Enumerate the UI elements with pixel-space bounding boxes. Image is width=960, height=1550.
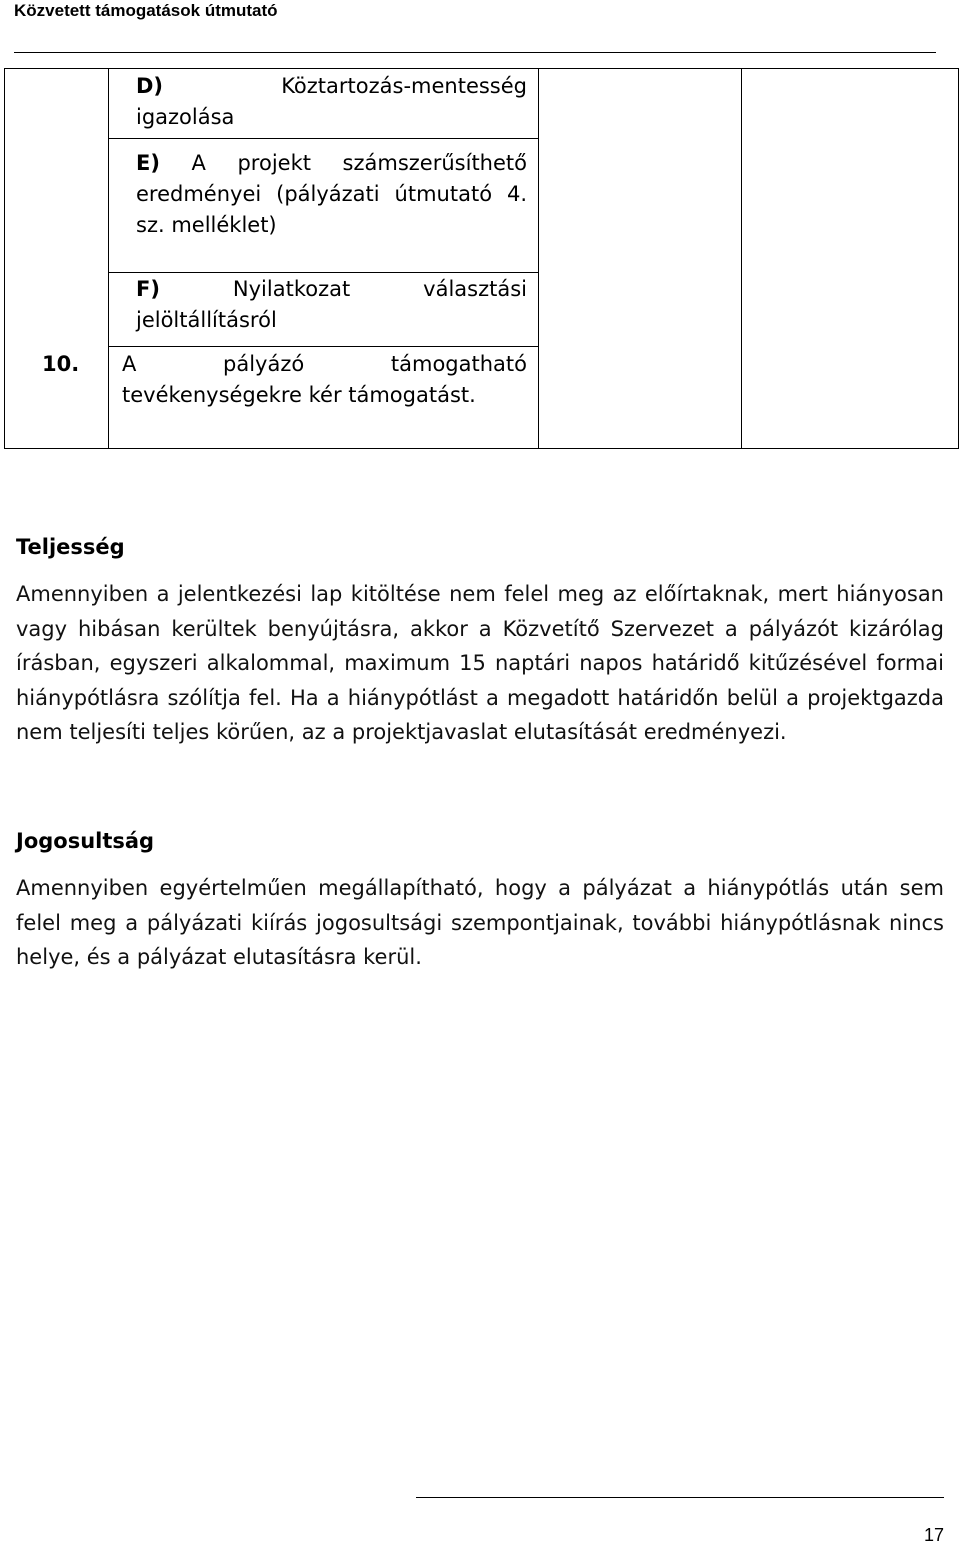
document-header-title: Közvetett támogatások útmutató <box>14 1 278 20</box>
item-text: A projekt számszerűsíthető eredményei (pályázati útmutató 4. sz. melléklet) <box>136 151 527 237</box>
item-label: F) <box>136 277 160 301</box>
row-number: 10. <box>42 352 80 376</box>
table-item-f <box>136 274 527 336</box>
section-body-jogosultsag: Amennyiben egyértelműen megállapítható, hogy a pályázat a hiánypótlás után sem felel meg a pályázati kiírás jogosultsági szempontjainak, további hiánypótlásnak nincs helye, és a pályázat elutasításra kerül. <box>16 876 944 969</box>
item-label: D) <box>136 74 164 98</box>
table-column-divider <box>108 68 109 449</box>
table-row-divider <box>108 138 539 139</box>
footer-divider <box>416 1497 944 1498</box>
section-heading-jogosultsag: Jogosultság <box>16 829 155 853</box>
table-item-e <box>136 148 527 241</box>
header-divider <box>14 52 936 53</box>
table-row-divider <box>108 346 539 347</box>
row-text: A pályázó támogatható tevékenységekre kér támogatást. <box>122 352 527 407</box>
page-number: 17 <box>923 1525 944 1545</box>
item-text: Köztartozás-mentesség igazolása <box>136 74 527 129</box>
table-column-divider <box>538 68 539 449</box>
table-item-d <box>136 71 527 133</box>
table-column-divider <box>741 68 742 449</box>
item-text: Nyilatkozat választási jelöltállításról <box>136 277 527 332</box>
item-label: E) <box>136 151 160 175</box>
section-body-teljesseg: Amennyiben a jelentkezési lap kitöltése nem felel meg az előírtaknak, mert hiányosan vagy hibásan kerültek benyújtásra, akkor a Közvetítő Szervezet a pályázót kizárólag írásban, egyszeri alkalommal, maximum 15 naptári napos határidő kitűzésével formai hiánypótlásra szólítja fel. Ha a hiánypótlást a megadott határidőn belül a projektgazda nem teljesíti teljes körűen, az a projektjavaslat elutasítását eredményezi. <box>16 582 944 744</box>
section-heading-teljesseg: Teljesség <box>16 535 125 559</box>
table-row-divider <box>108 272 539 273</box>
